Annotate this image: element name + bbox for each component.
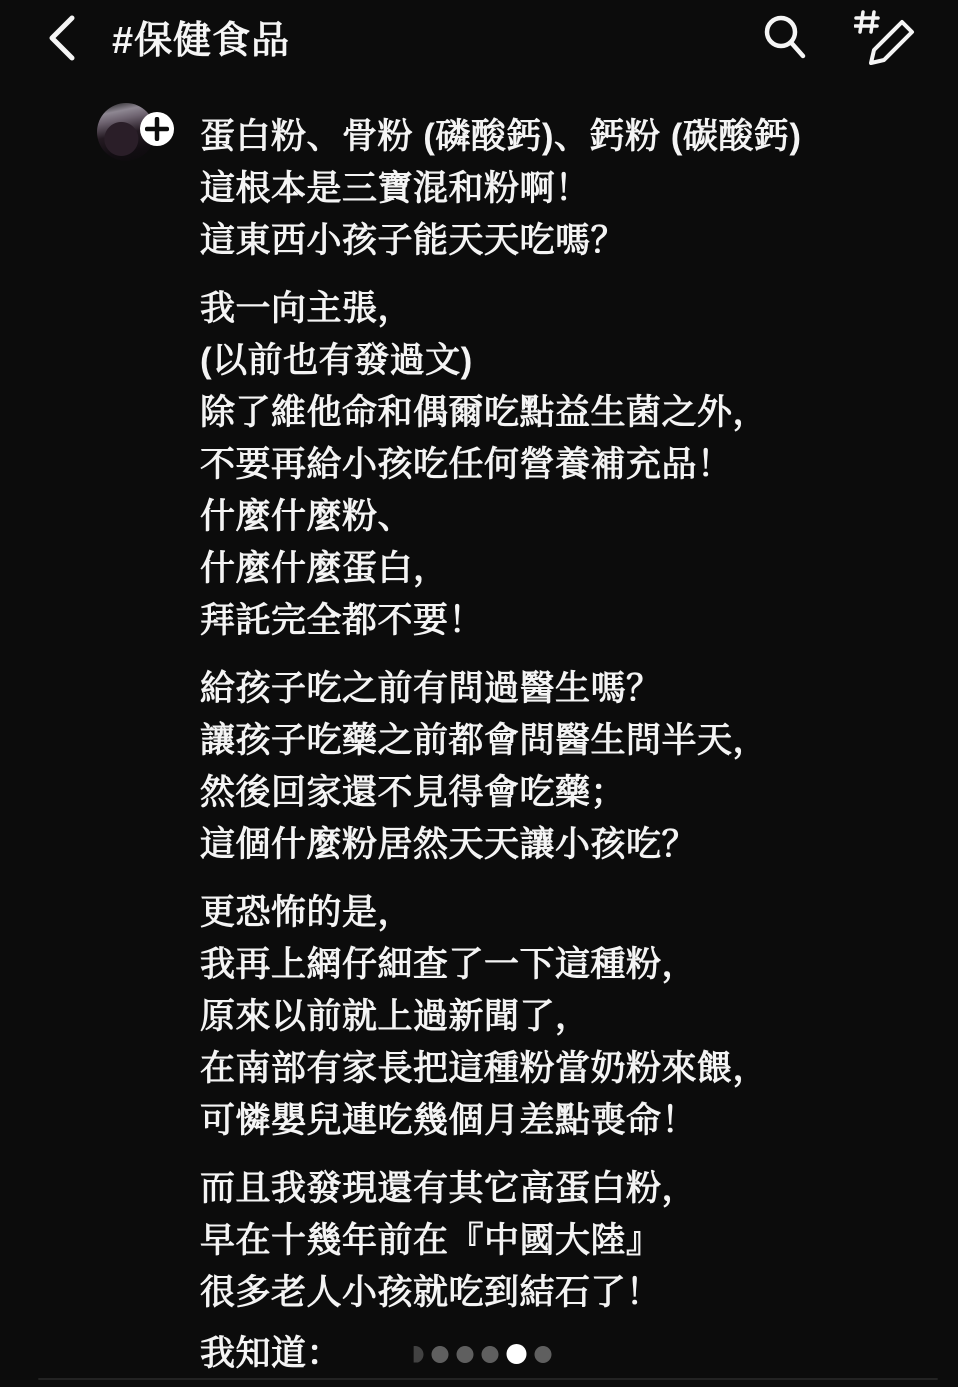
carousel-dot-edge	[407, 1346, 424, 1363]
post-line: 蛋白粉、骨粉 (磷酸鈣)、鈣粉 (碳酸鈣)	[200, 117, 802, 156]
chevron-left-icon	[44, 10, 78, 71]
page-title: #保健食品	[112, 20, 291, 62]
post-line: 給孩子吃之前有問過醫生嗎？	[200, 669, 662, 708]
carousel-dots[interactable]	[407, 1344, 552, 1364]
post-line: 然後回家還不見得會吃藥；	[200, 773, 627, 812]
plus-icon	[145, 117, 169, 141]
follow-plus-button[interactable]	[140, 112, 174, 146]
post-line: 而且我發現還有其它高蛋白粉，	[200, 1169, 698, 1208]
carousel-dot-inactive	[482, 1346, 499, 1363]
post-line: (以前也有發過文)	[200, 341, 473, 380]
search-button[interactable]	[760, 12, 810, 69]
avatar[interactable]	[97, 100, 167, 161]
compose-hashtag-button[interactable]	[854, 8, 922, 73]
bottom-divider	[38, 1378, 938, 1380]
post-line: 這個什麼粉居然天天讓小孩吃？	[200, 825, 698, 864]
post-line: 在南部有家長把這種粉當奶粉來餵，	[200, 1049, 769, 1088]
post-line: 這根本是三寶混和粉啊！	[200, 169, 591, 208]
post-line: 更恐怖的是，	[200, 893, 414, 932]
post-paragraph	[200, 111, 802, 267]
post-paragraph	[200, 283, 802, 647]
post-paragraph	[200, 1163, 802, 1319]
carousel-dot-inactive	[535, 1346, 552, 1363]
post-line: 除了維他命和偶爾吃點益生菌之外，	[200, 393, 769, 432]
post-line: 我一向主張，	[200, 289, 414, 328]
post-text	[200, 111, 802, 1319]
post-line: 很多老人小孩就吃到結石了！	[200, 1273, 662, 1312]
post-line: 早在十幾年前在『中國大陸』	[200, 1221, 662, 1260]
post-line: 讓孩子吃藥之前都會問醫生問半天，	[200, 721, 769, 760]
post-line: 拜託完全都不要！	[200, 601, 485, 640]
post-line: 原來以前就上過新聞了，	[200, 997, 591, 1036]
post-line: 我再上網仔細查了一下這種粉，	[200, 945, 698, 984]
post-bottom-row	[0, 1328, 958, 1380]
post-paragraph	[200, 663, 802, 871]
hashtag-pencil-icon	[854, 8, 922, 73]
post-line: 可憐嬰兒連吃幾個月差點喪命！	[200, 1101, 698, 1140]
post-line: 不要再給小孩吃任何營養補充品！	[200, 445, 733, 484]
post-closing-line: 我知道：	[200, 1334, 343, 1373]
post-line: 什麼什麼蛋白，	[200, 549, 449, 588]
post-line: 什麼什麼粉、	[200, 497, 414, 536]
post-paragraph	[200, 887, 802, 1147]
top-bar	[0, 0, 958, 80]
carousel-dot-active	[507, 1344, 527, 1364]
post-line: 這東西小孩子能天天吃嗎？	[200, 221, 627, 260]
carousel-dot-inactive	[457, 1346, 474, 1363]
search-icon	[760, 12, 810, 69]
post	[0, 100, 958, 1319]
carousel-dot-inactive	[432, 1346, 449, 1363]
back-button[interactable]	[44, 12, 84, 68]
